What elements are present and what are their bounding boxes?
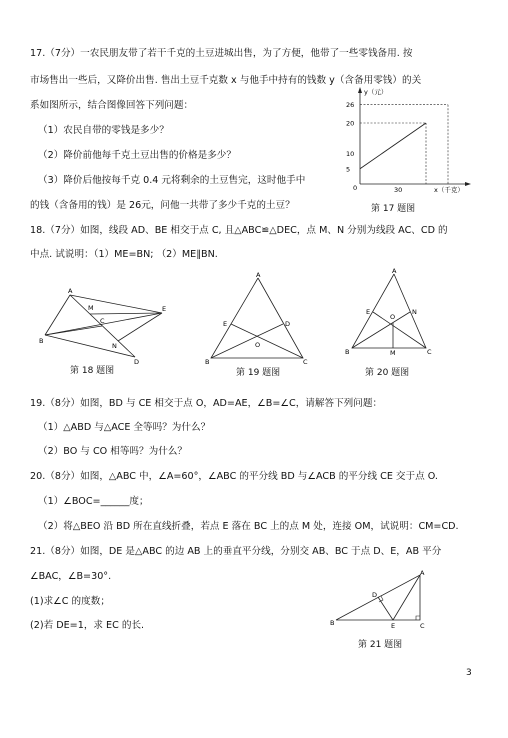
fig18-D: D — [134, 358, 140, 366]
x-tick-label: 30 — [394, 186, 403, 194]
q21-caption: 第 21 题图 — [358, 640, 403, 650]
fig21-C: C — [420, 622, 425, 630]
q18-line1: 18.（7分）如图，线段 AD、BE 相交于点 C, 且△ABC≌△DEC，点 M、N 分别为线段 AC、CD 的 — [30, 225, 448, 236]
figure-20 — [342, 268, 442, 358]
x-axis-arrow — [465, 182, 471, 186]
fig21-A: A — [420, 569, 425, 577]
q17-caption: 第 17 题图 — [371, 204, 416, 214]
fig19-O: O — [255, 341, 261, 349]
q17-sub1: （1）农民自带的零钱是多少？ — [38, 125, 169, 136]
fig18-E: E — [162, 305, 167, 313]
figure-21 — [328, 570, 448, 635]
figure-19 — [203, 272, 313, 367]
x-axis-label: x（千克） — [434, 186, 464, 194]
figure-18 — [30, 285, 170, 365]
fig19-caption: 第 19 题图 — [236, 368, 281, 378]
q20-sub2: （2）将△BEO 沿 BD 所在直线折叠，若点 E 落在 BC 上的点 M 处，连接 OM，试说明：CM=CD. — [38, 521, 459, 532]
origin-label: 0 — [353, 184, 358, 192]
q21-sub1: (1)求∠C 的度数； — [30, 596, 110, 607]
q18-line2: 中点. 试说明：（1）ME=BN; （2）ME∥BN. — [30, 249, 218, 260]
q17-line3: 系如图所示，结合图像回答下列问题： — [30, 100, 194, 111]
fig20-M: M — [390, 349, 396, 357]
fig18-A: A — [68, 287, 73, 295]
fig19-E: E — [223, 320, 228, 328]
fig20-C: C — [427, 348, 432, 356]
q19-sub2: （2）BO 与 CO 相等吗？为什么？ — [38, 446, 187, 457]
series-line — [360, 123, 426, 169]
fig20-E: E — [366, 308, 371, 316]
fig20-B: B — [345, 348, 350, 356]
q20-sub1: （1）∠BOC=______度； — [38, 496, 149, 507]
fig21-E: E — [391, 622, 396, 630]
fig21-D: D — [372, 591, 378, 599]
fig18-C: C — [100, 317, 105, 325]
q17-line2: 市场售出一些后，又降价出售. 售出土豆千克数 x 与他手中持有的钱数 y（含备用零钱）的关 — [30, 75, 422, 86]
y-tick-label: 5 — [346, 165, 351, 174]
fig18-caption: 第 18 题图 — [70, 366, 115, 376]
q17-sub3: （3）降价后他按每千克 0.4 元将剩余的土豆售完，这时他手中 — [38, 175, 306, 186]
fig19-A: A — [256, 271, 261, 279]
y-axis-arrow — [358, 87, 362, 93]
fig20-A: A — [392, 267, 397, 275]
fig21-B: B — [330, 619, 335, 627]
y-tick-label: 26 — [346, 101, 355, 110]
fig18-N: N — [112, 342, 117, 350]
q19-line1: 19.（8分）如图，BD 与 CE 相交于点 O，AD=AE，∠B=∠C，请解答下列问题： — [30, 398, 383, 409]
q21-line1: 21.（8分）如图，DE 是△ABC 的边 AB 上的垂直平分线，分别交 AB、BC 于点 D、E，AB 平分 — [30, 546, 442, 557]
page-number: 3 — [466, 668, 472, 678]
fig20-O: O — [390, 313, 396, 321]
fig19-B: B — [205, 358, 210, 366]
fig20-caption: 第 20 题图 — [365, 368, 410, 378]
q21-sub2: (2)若 DE=1，求 EC 的长. — [30, 620, 145, 631]
q17-sub2: （2）降价前他每千克土豆出售的价格是多少？ — [38, 150, 236, 161]
q17-line1: 17.（7分）一农民朋友带了若干千克的土豆进城出售，为了方便，他带了一些零钱备用. 按 — [30, 48, 413, 59]
fig18-B: B — [39, 337, 44, 345]
y-tick-label: 10 — [346, 150, 355, 158]
q17-sub3b: 的钱（含备用的钱）是 26元，问他一共带了多少千克的土豆？ — [30, 200, 295, 211]
q17-chart — [340, 85, 480, 195]
y-tick-label: 20 — [346, 119, 355, 128]
q21-line2: ∠BAC，∠B=30°. — [30, 571, 112, 582]
fig19-C: C — [303, 358, 308, 366]
fig19-D: D — [285, 320, 291, 328]
y-axis-label: y（元） — [364, 88, 388, 96]
fig20-N: N — [412, 308, 417, 316]
fig18-M: M — [88, 304, 94, 312]
q20-line1: 20.（8分）如图，△ABC 中，∠A=60°，∠ABC 的平分线 BD 与∠ACB 的平分线 CE 交于点 O. — [30, 471, 438, 482]
q19-sub1: （1）△ABD 与△ACE 全等吗？为什么？ — [38, 422, 211, 433]
